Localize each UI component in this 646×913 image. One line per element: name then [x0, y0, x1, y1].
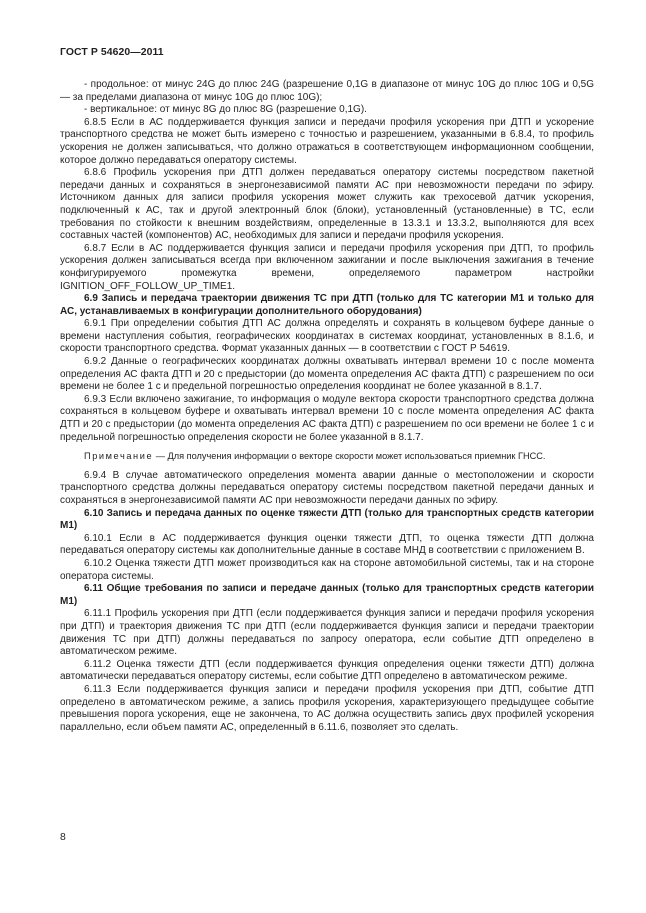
paragraph-6-11-3: 6.11.3 Если поддерживается функция записи и передачи профиля ускорения при ДТП, событие ДТП определено в автоматическом режиме, а запись профиля ускорения, характеризующего предыдущее событие превышения порога ускорения, еще не закончена, то АС должна осуществить запись двух профилей ускорения параллельно, если объем памяти АС, определенный в 6.11.6, позволяет это сделать. [60, 683, 594, 733]
section-heading-6-9: 6.9 Запись и передача траектории движения ТС при ДТП (только для ТС категории М1 и только для АС, устанавливаемых в конфигурации дополнительного оборудования) [60, 293, 594, 317]
page-number: 8 [60, 832, 66, 843]
section-heading-6-10: 6.10 Запись и передача данных по оценке тяжести ДТП (только для транспортных средств категории М1) [60, 507, 594, 532]
paragraph-6-11-1: 6.11.1 Профиль ускорения при ДТП (если поддерживается функция записи и передачи профиля ускорения при ДТП) и траектория движения ТС при ДТП (если поддерживается функция записи и передачи траектории движения ТС при ДТП) должны передаваться по запросу оператора, если событие ДТП определено в автоматическом режиме. [60, 608, 594, 658]
paragraph-longitudinal-range: - продольное: от минус 24G до плюс 24G (разрешение 0,1G в диапазоне от минус 10G до плюс 10G и 0,5G — за пределами диапазона от минус 10G до плюс 10G); [60, 79, 594, 103]
paragraph-6-11-2: 6.11.2 Оценка тяжести ДТП (если поддерживается функция определения оценки тяжести ДТП) должна автоматически передаваться оператору системы, если событие ДТП определено в автоматическом режиме. [60, 658, 594, 683]
paragraph-6-9-3: 6.9.3 Если включено зажигание, то информация о модуле вектора скорости транспортного средства должна сохраняться в кольцевом буфере и охватывать интервал времени 10 с после момента определения АС факта ДТП и 20 с предыстории (до момента определения АС факта ДТП) с разрешением по оси времени не более 1 с и предельной погрешностью определения скорости не более указанной в 8.1.7. [60, 393, 594, 443]
paragraph-6-10-1: 6.10.1 Если в АС поддерживается функция оценки тяжести ДТП, то оценка тяжести ДТП должна передаваться оператору системы как дополнительные данные в составе МНД в соответствии с приложением В. [60, 532, 594, 557]
note [60, 450, 594, 463]
note-text: — Для получения информации о векторе скорости может использоваться приемник ГНСС. [155, 451, 546, 462]
paragraph-6-8-7: 6.8.7 Если в АС поддерживается функция записи и передачи профиля ускорения при ДТП, то профиль ускорения должен записываться всегда при включенном зажигании и после выключения зажигания в течение конфигурируемого промежутка времени, определяемого параметром настройки IGNITION_OFF_FOLLOW_UP_TIME1. [60, 242, 594, 292]
paragraph-6-9-1: 6.9.1 При определении события ДТП АС должна определять и сохранять в кольцевом буфере данные о времени наступления события, географических координатах в системах координат, установленных в 8.1.6, и скорости транспортного средства. Формат указанных данных — в соответствии с ГОСТ Р 54619. [60, 318, 594, 355]
paragraph-6-8-6: 6.8.6 Профиль ускорения при ДТП должен передаваться оператору системы посредством пакетной передачи данных и сохраняться в энергонезависимой памяти АС при невозможности передачи по эфиру. Источником данных для записи профиля ускорения может служить как трехосевой датчик ускорения, подключенный к АС, так и другой электронный блок (блоки), установленный (установленные) в ТС, если требования по стойкости к внешним воздействиям, определенные в 13.3.1 и 13.3.2, выполняются для всех составных частей (компонентов) АС, необходимых для записи и передачи профиля ускорения. [60, 167, 594, 242]
paragraph-vertical-range: - вертикальное: от минус 8G до плюс 8G (разрешение 0,1G). [84, 104, 367, 116]
note-label: Примечание [84, 451, 154, 462]
standard-header: ГОСТ Р 54620—2011 [60, 47, 164, 58]
section-heading-6-11: 6.11 Общие требования по записи и передаче данных (только для транспортных средств категории М1) [60, 583, 594, 607]
paragraph-6-9-2: 6.9.2 Данные о географических координатах должны охватывать интервал времени 10 с после момента определения АС факта ДТП и 20 с предыстории (до момента определения АС факта ДТП) с разрешением по оси времени не более 1 с и предельной погрешностью определения координат не более указанной в 8.1.7. [60, 356, 594, 393]
paragraph-6-10-2: 6.10.2 Оценка тяжести ДТП может производиться как на стороне автомобильной системы, так и на стороне оператора системы. [60, 557, 594, 582]
paragraph-6-9-4: 6.9.4 В случае автоматического определения момента аварии данные о местоположении и скорости транспортного средства должны передаваться оператору системы посредством пакетной передачи данных и сохраняться в энергонезависимой памяти АС при невозможности передачи данных по эфиру. [60, 469, 594, 506]
document-body [60, 79, 594, 734]
paragraph-6-8-5: 6.8.5 Если в АС поддерживается функция записи и передачи профиля ускорения при ДТП и ускорение транспортного средства не может быть измерено с точностью и разрешением, указанными в 6.8.4, то профиль ускорения не должен записываться, что должно отражаться в соответствующем информационном сообщении, которое должно передаваться оператору системы. [60, 116, 594, 166]
